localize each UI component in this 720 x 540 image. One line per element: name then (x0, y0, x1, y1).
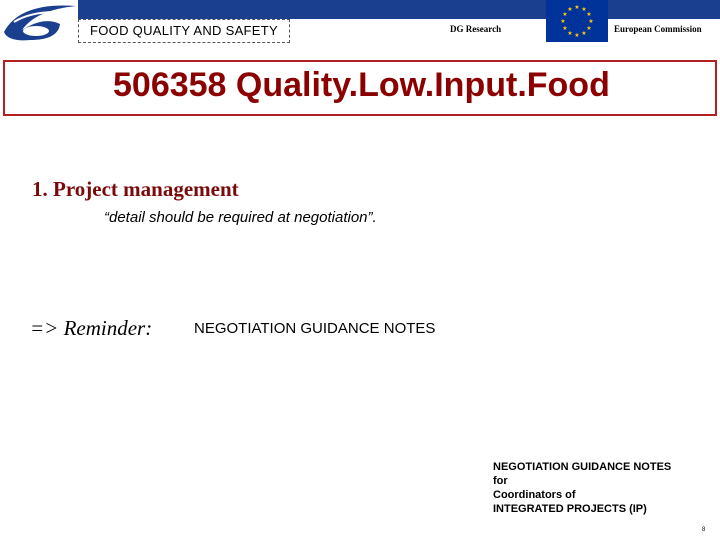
svg-text:★: ★ (586, 11, 592, 18)
project-title: 506358 Quality.Low.Input.Food (113, 66, 610, 104)
caption-line: Coordinators of (493, 489, 576, 501)
dg-research-label: DG Research (450, 24, 502, 34)
svg-text:★: ★ (560, 18, 566, 25)
caption-line: INTEGRATED PROJECTS (IP) (493, 503, 647, 515)
eu-flag-icon (546, 0, 608, 42)
svg-text:★: ★ (581, 6, 587, 13)
caption-line: NEGOTIATION GUIDANCE NOTES (493, 461, 672, 473)
svg-text:★: ★ (562, 25, 568, 32)
program-badge: FOOD QUALITY AND SAFETY (78, 19, 290, 43)
svg-text:★: ★ (567, 6, 573, 13)
page-number: 8 (702, 527, 706, 533)
fp6-logo (0, 0, 80, 44)
svg-text:★: ★ (581, 30, 587, 37)
svg-text:★: ★ (567, 30, 573, 37)
reminder-label: => Reminder: (30, 316, 153, 340)
negotiation-quote: “detail should be required at negotiation”. (104, 209, 377, 226)
document-caption (493, 460, 671, 516)
section-heading: 1. Project management (32, 177, 239, 201)
european-commission-label: European Commission (614, 24, 702, 34)
svg-text:★: ★ (574, 4, 580, 11)
svg-text:★: ★ (586, 25, 592, 32)
svg-text:★: ★ (562, 11, 568, 18)
svg-text:★: ★ (574, 32, 580, 39)
reminder-value: NEGOTIATION GUIDANCE NOTES (194, 320, 436, 337)
caption-line: for (493, 475, 508, 487)
svg-text:★: ★ (588, 18, 594, 25)
